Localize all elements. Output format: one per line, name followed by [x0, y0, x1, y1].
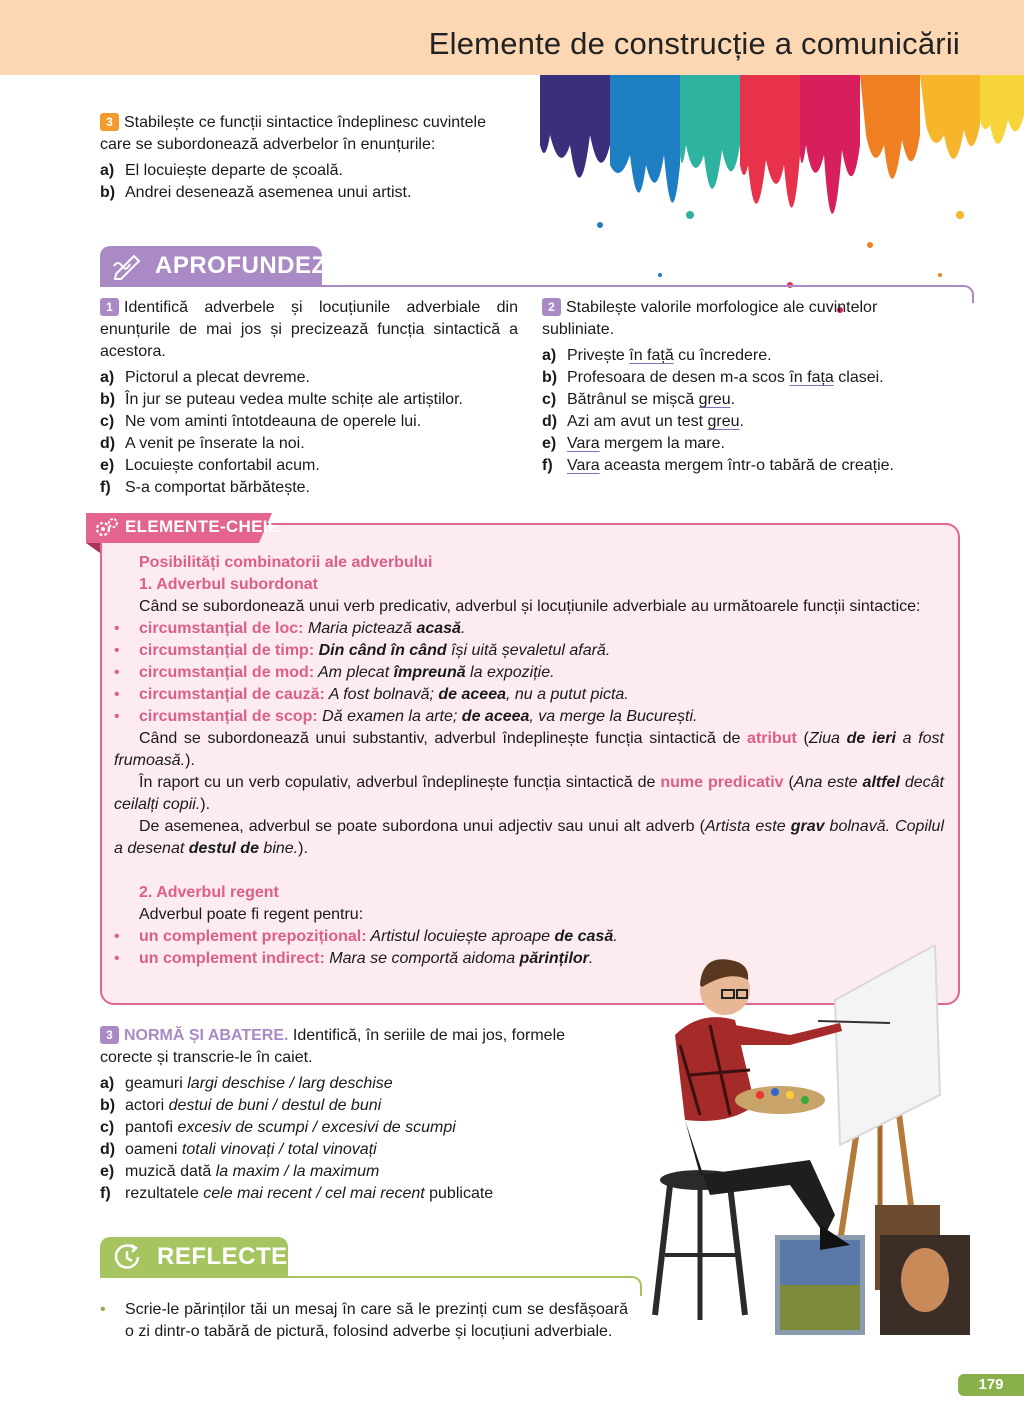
list-item: e) Locuiește confortabil acum. — [100, 457, 320, 474]
list-item: a) Pictorul a plecat devreme. — [100, 369, 310, 386]
tab-fold — [86, 543, 100, 553]
bullet-item: • un complement prepozițional: Artistul locuiește aproape de casă. — [114, 926, 944, 948]
reflectez-text: • Scrie-le părinților tăi un mesaj în care să le prezinți cum se desfășoară o zi dintr-o tabără de pictură, folosind adverbe și locuțiuni adverbiale. — [100, 1301, 628, 1340]
painter-at-easel-image — [640, 945, 975, 1345]
reflectez-label: REFLECTEZ — [157, 1243, 303, 1270]
exercise-number: 3 — [100, 1026, 119, 1044]
adjectiv-paragraph: De asemenea, adverbul se poate subordona unui adjectiv sau unui alt adverb (Artista este grav bolnavă. Copilul a desenat destul de bine.). — [114, 818, 945, 857]
exercise-3-top — [100, 112, 520, 204]
exercise-number: 1 — [100, 298, 119, 316]
exercise-norma — [100, 1025, 600, 1205]
exercise-1-prompt — [100, 297, 518, 363]
section-title: Posibilități combinatorii ale adverbului — [139, 554, 433, 571]
list-item: f) Vara aceasta mergem într-o tabără de creație. — [542, 457, 894, 474]
list-item: b) actori destui de buni / destul de buni — [100, 1097, 382, 1114]
gears-icon — [94, 516, 120, 540]
exercise-2-prompt — [542, 297, 942, 341]
page-title: Elemente de construcție a comunicării — [428, 26, 960, 61]
bullet-item: • circumstanțial de mod: Am plecat împreună la expoziție. — [114, 662, 944, 684]
exercise-1 — [100, 297, 518, 499]
list-item: c) Bătrânul se mișcă greu. — [542, 391, 736, 408]
list-item: f) rezultatele cele mai recent / cel mai recent publicate — [100, 1185, 494, 1202]
norma-prompt — [100, 1025, 600, 1069]
list-item: d) A venit pe înserate la noi. — [100, 435, 305, 452]
bullet-item: • circumstanțial de loc: Maria pictează acasă. — [114, 618, 944, 640]
prompt-text: Stabilește ce funcții sintactice îndeplinesc cuvintele care se subordonează adverbelor în enunțurile: — [100, 114, 486, 153]
list-item: b) Profesoara de desen m-a scos în fața clasei. — [542, 369, 884, 386]
bullet-item: • circumstanțial de cauză: A fost bolnavă; de aceea, nu a putut picta. — [114, 684, 944, 706]
list-item: d) Azi am avut un test greu. — [542, 413, 744, 430]
exercise-3-items — [100, 160, 520, 204]
list-item: a) geamuri largi deschise / larg deschise — [100, 1075, 393, 1092]
list-item: a) Privește în față cu încredere. — [542, 347, 772, 364]
prompt-text: Identifică adverbele și locuțiunile adverbiale din enunțurile de mai jos și precizează funcția sintactică a acestora. — [100, 299, 518, 360]
page-number: 179 — [958, 1374, 1024, 1396]
exercise-3-prompt — [100, 112, 520, 156]
reflectez-divider — [100, 1276, 642, 1296]
reflect-clock-icon — [112, 1242, 144, 1272]
list-item: b) În jur se puteau vedea multe schițe ale artiștilor. — [100, 391, 463, 408]
bullet-icon: • — [100, 1301, 106, 1318]
elemente-cheie-label: ELEMENTE-CHEIE — [125, 517, 280, 536]
list-item: d) oameni totali vinovați / total vinovați — [100, 1141, 377, 1158]
bullet-item: • un complement indirect: Mara se comportă aidoma părinților. — [114, 948, 944, 970]
list-item: f) S-a comportat bărbătește. — [100, 479, 310, 496]
exercise-number: 3 — [100, 113, 119, 131]
atribut-paragraph: Când se subordonează unui substantiv, adverbul îndeplinește funcția sintactică de atribut (Ziua de ieri a fost frumoasă.). — [114, 730, 944, 769]
exercise-1-items — [100, 367, 518, 499]
intro-paragraph: Când se subordonează unui verb predicativ, adverbul și locuțiunile adverbiale au următoarele funcții sintactice: — [139, 598, 921, 615]
aprofundez-label: APROFUNDEZ — [155, 252, 327, 279]
subsection-title: 2. Adverbul regent — [139, 884, 279, 901]
nume-predicativ-paragraph: În raport cu un verb copulativ, adverbul îndeplinește funcția sintactică de nume predicativ (Ana este altfel decât ceilalți copii.). — [114, 774, 945, 813]
elemente-cheie-content — [114, 552, 944, 970]
exercise-2-items — [542, 345, 942, 477]
norma-items — [100, 1073, 600, 1205]
list-item: c) Ne vom aminti întotdeauna de operele lui. — [100, 413, 422, 430]
list-item: c) pantofi excesiv de scumpi / excesivi de scumpi — [100, 1119, 456, 1136]
list-item: e) muzică dată la maxim / la maximum — [100, 1163, 380, 1180]
prompt-text: Stabilește valorile morfologice ale cuvintelor subliniate. — [542, 299, 878, 338]
bullet-item: • circumstanțial de scop: Dă examen la arte; de aceea, va merge la București. — [114, 706, 944, 728]
norma-label: NORMĂ ȘI ABATERE. — [124, 1027, 289, 1044]
list-item: e) Vara mergem la mare. — [542, 435, 725, 452]
list-item: b) Andrei desenează asemenea unui artist. — [100, 184, 412, 201]
subsection-title: 1. Adverbul subordonat — [139, 576, 318, 593]
exercise-2 — [542, 297, 942, 477]
regent-intro: Adverbul poate fi regent pentru: — [139, 906, 364, 923]
pencil-writing-icon — [112, 252, 146, 280]
exercise-number: 2 — [542, 298, 561, 316]
bullet-item: • circumstanțial de timp: Din când în când își uită șevaletul afară. — [114, 640, 944, 662]
prompt-text: Identifică, în seriile de mai jos, formele corecte și transcrie-le în caiet. — [100, 1027, 566, 1066]
list-item: a) El locuiește departe de școală. — [100, 162, 343, 179]
